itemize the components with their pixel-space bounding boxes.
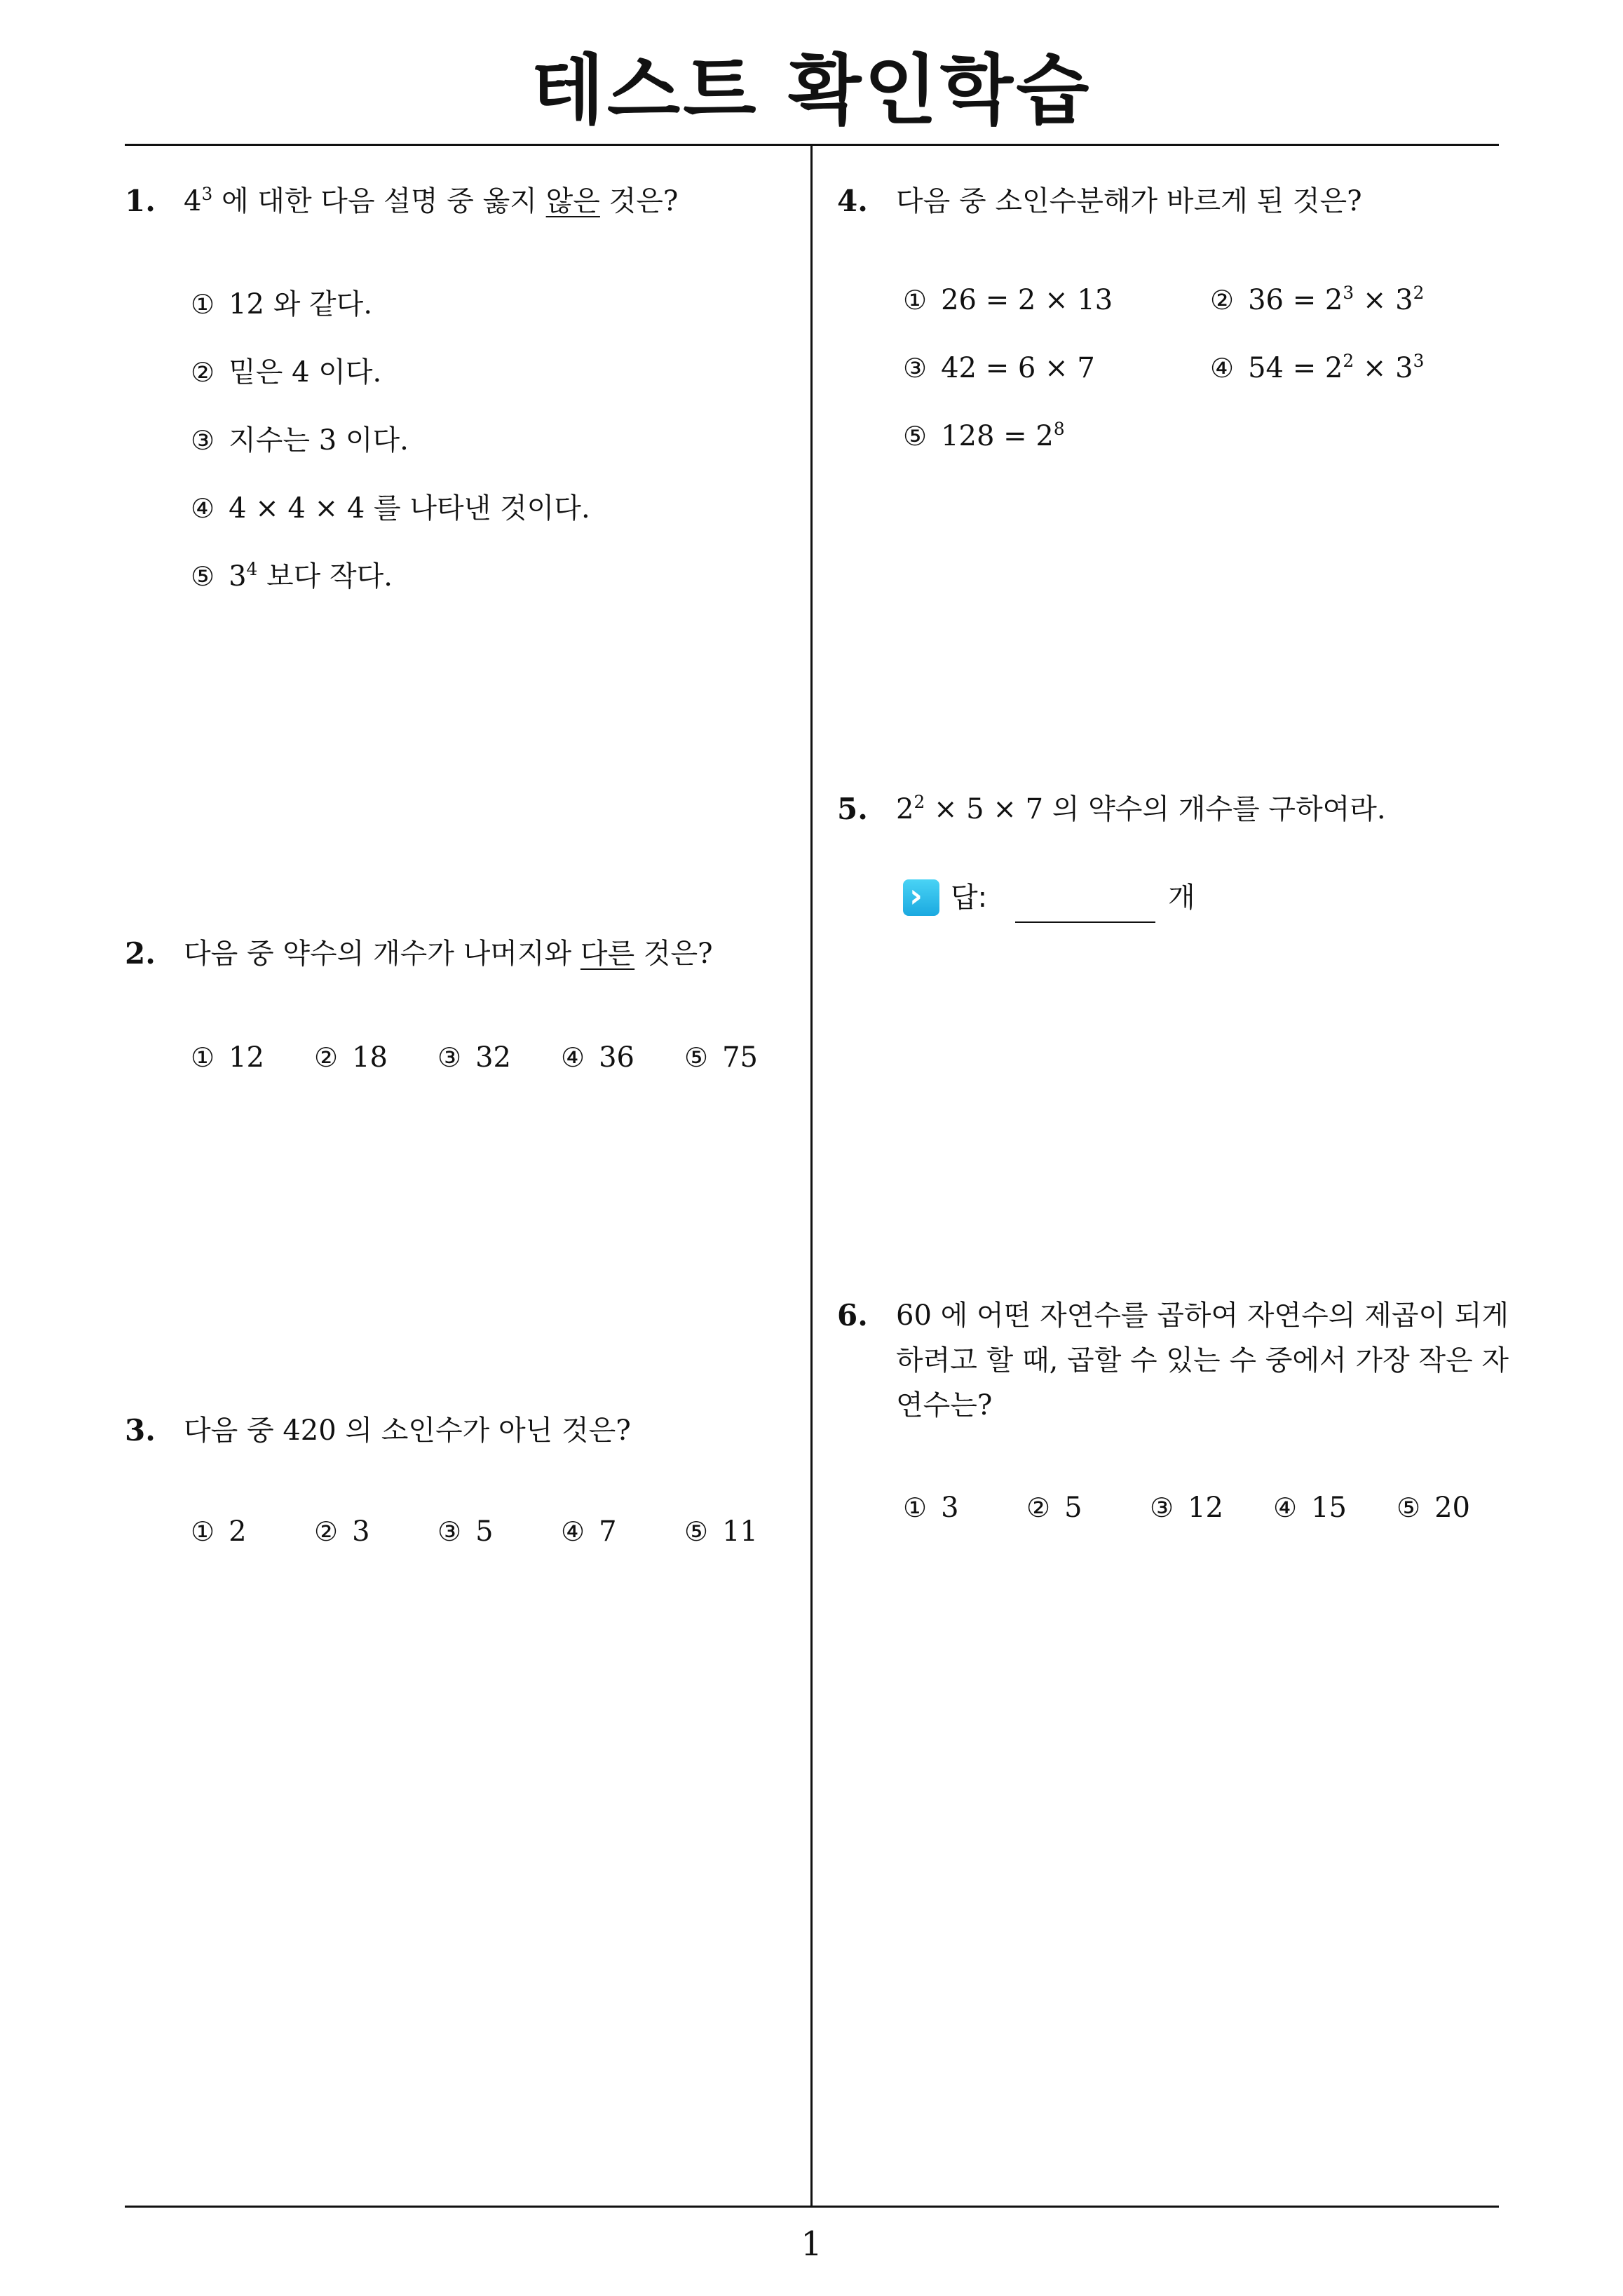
exponent: 3 <box>1343 283 1354 304</box>
underlined-keyword: 않은 <box>545 185 600 217</box>
option-2[interactable] <box>1210 279 1424 325</box>
option-5[interactable] <box>684 1511 758 1553</box>
option-text: 18 <box>352 1041 388 1074</box>
option-number-icon: ④ <box>561 1042 585 1073</box>
text-part: 것은? <box>599 185 679 217</box>
option-text: 12 와 같다. <box>229 288 373 320</box>
page-number: 1 <box>801 2224 822 2264</box>
option-number-icon: ⑤ <box>1397 1492 1421 1523</box>
answer-unit: 개 <box>1168 882 1195 914</box>
option-number-icon: ③ <box>1150 1492 1174 1523</box>
option-text: 75 <box>722 1041 758 1074</box>
question-text <box>896 787 1386 835</box>
exponent: 2 <box>1343 351 1354 372</box>
option-1[interactable] <box>191 1036 264 1079</box>
exponent: 8 <box>1053 419 1065 440</box>
option-number-icon: ① <box>903 1492 928 1523</box>
option-text: 36 <box>599 1041 634 1074</box>
option-text: 5 <box>475 1515 494 1548</box>
option-text: × 3 <box>1354 284 1413 316</box>
option-text: 4 × 4 × 4 를 나타낸 것이다. <box>229 492 590 525</box>
option-2[interactable] <box>1026 1487 1082 1529</box>
chevron-right-icon: › <box>903 879 939 916</box>
exponent: 2 <box>914 792 925 813</box>
base: 3 <box>229 560 247 593</box>
option-5[interactable] <box>684 1036 758 1079</box>
option-4[interactable] <box>561 1036 634 1079</box>
option-text: 2 <box>229 1515 247 1548</box>
answer-field[interactable] <box>903 875 1225 924</box>
option-text: 3 <box>941 1492 959 1524</box>
option-text: 128 = 2 <box>941 420 1054 452</box>
option-3[interactable] <box>191 419 409 461</box>
option-text: 15 <box>1311 1492 1347 1524</box>
question-text: 60 에 어떤 자연수를 곱하여 자연수의 제곱이 되게 하려고 할 때, 곱할 수 있는 수 중에서 가장 작은 자연수는? <box>896 1299 1509 1422</box>
option-number-icon: ② <box>191 357 215 388</box>
question-text: 다음 중 소인수분해가 바르게 된 것은? <box>896 185 1362 217</box>
option-1[interactable] <box>191 283 372 325</box>
base: 4 <box>184 185 202 217</box>
option-number-icon: ① <box>191 1042 215 1073</box>
option-4[interactable] <box>561 1511 617 1553</box>
option-number-icon: ③ <box>191 425 215 456</box>
option-4[interactable] <box>1210 347 1424 393</box>
option-number-icon: ⑤ <box>191 561 215 592</box>
question-number: 5. <box>837 792 868 826</box>
option-number-icon: ④ <box>1273 1492 1298 1523</box>
question-text: 다음 중 420 의 소인수가 아닌 것은? <box>184 1414 631 1447</box>
option-text: 20 <box>1434 1492 1470 1524</box>
question-number: 4. <box>837 184 868 218</box>
answer-blank[interactable] <box>1015 921 1155 923</box>
option-2[interactable] <box>314 1511 370 1553</box>
question-6 <box>837 1293 1521 1433</box>
option-number-icon: ④ <box>1210 353 1235 384</box>
option-1[interactable] <box>903 279 1113 321</box>
option-text: 3 <box>352 1515 370 1548</box>
option-number-icon: ⑤ <box>684 1516 709 1547</box>
column-divider <box>810 145 813 2206</box>
option-text: 12 <box>1188 1492 1223 1524</box>
option-number-icon: ① <box>903 285 928 316</box>
option-4[interactable] <box>1273 1487 1347 1529</box>
option-number-icon: ③ <box>437 1042 462 1073</box>
option-text: 5 <box>1064 1492 1082 1524</box>
option-number-icon: ② <box>314 1042 339 1073</box>
question-number: 3. <box>125 1413 156 1447</box>
exponent: 3 <box>201 184 213 205</box>
option-text: 12 <box>229 1041 264 1074</box>
option-5[interactable] <box>903 415 1065 461</box>
option-text: 지수는 3 이다. <box>229 424 409 457</box>
option-text: 54 = 2 <box>1248 352 1343 384</box>
text-part: 다음 중 약수의 개수가 나머지와 <box>184 938 580 970</box>
question-text <box>184 931 713 976</box>
option-text: 11 <box>722 1515 758 1548</box>
text-part: × 5 × 7 의 약수의 개수를 구하여라. <box>925 793 1386 825</box>
question-number: 6. <box>837 1298 868 1332</box>
exponent: 3 <box>1413 351 1425 372</box>
option-number-icon: ④ <box>561 1516 585 1547</box>
option-number-icon: ④ <box>191 493 215 524</box>
option-text: 36 = 2 <box>1248 284 1343 316</box>
option-3[interactable] <box>1150 1487 1223 1529</box>
base: 2 <box>896 793 914 825</box>
option-3[interactable] <box>903 347 1095 389</box>
exponent: 2 <box>1413 283 1425 304</box>
option-2[interactable] <box>314 1036 388 1079</box>
option-text: 32 <box>475 1041 511 1074</box>
question-text <box>184 179 678 227</box>
option-text: 26 = 2 × 13 <box>941 284 1113 316</box>
option-text: 7 <box>599 1515 617 1548</box>
option-text: 보다 작다. <box>257 560 393 593</box>
option-number-icon: ② <box>1026 1492 1051 1523</box>
option-number-icon: ⑤ <box>684 1042 709 1073</box>
option-number-icon: ① <box>191 289 215 320</box>
option-text: 42 = 6 × 7 <box>941 352 1095 384</box>
answer-label: 답: <box>951 882 988 914</box>
option-text: 밑은 4 이다. <box>229 356 382 389</box>
option-number-icon: ① <box>191 1516 215 1547</box>
option-5[interactable] <box>1397 1487 1470 1529</box>
option-number-icon: ③ <box>437 1516 462 1547</box>
bottom-divider <box>125 2206 1499 2208</box>
option-number-icon: ⑤ <box>903 421 928 452</box>
option-5[interactable] <box>191 555 393 601</box>
exponent: 4 <box>246 559 258 580</box>
option-3[interactable] <box>437 1036 511 1079</box>
option-number-icon: ③ <box>903 353 928 384</box>
option-2[interactable] <box>191 351 381 393</box>
question-number: 1. <box>125 184 156 218</box>
option-text: × 3 <box>1354 352 1413 384</box>
option-1[interactable] <box>191 1511 247 1553</box>
option-number-icon: ② <box>314 1516 339 1547</box>
text-part: 에 대한 다음 설명 중 옳지 <box>212 185 546 217</box>
option-4[interactable] <box>191 487 590 529</box>
underlined-keyword: 다른 <box>580 938 635 970</box>
page-title: 테스트 확인학습 <box>531 47 1092 135</box>
option-3[interactable] <box>437 1511 494 1553</box>
option-1[interactable] <box>903 1487 959 1529</box>
question-number: 2. <box>125 936 156 971</box>
option-number-icon: ② <box>1210 285 1235 316</box>
text-part: 것은? <box>634 938 713 970</box>
